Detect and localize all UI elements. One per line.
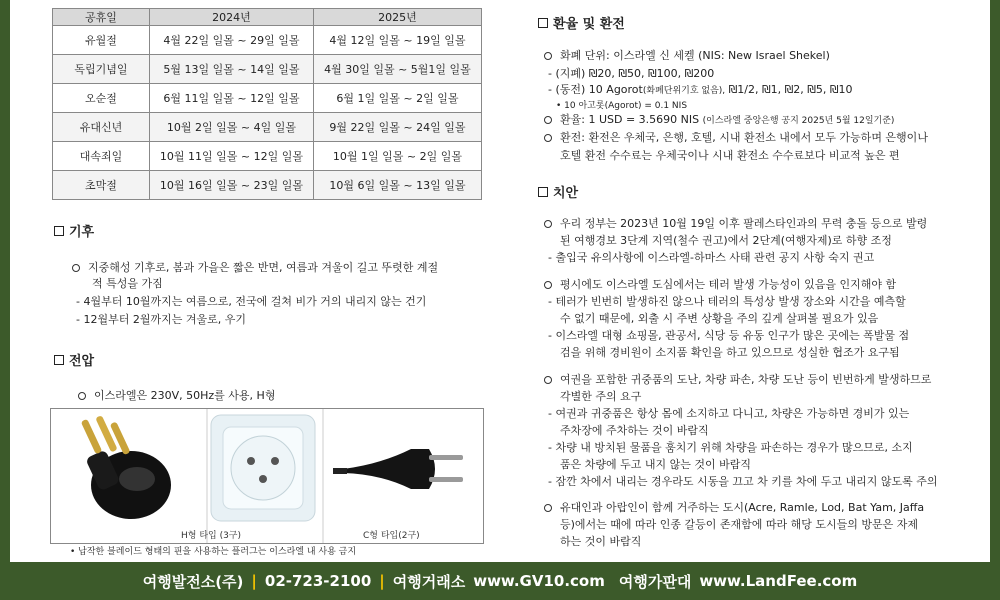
table-cell: 10월 16일 일몰 ~ 23일 일몰 — [150, 171, 314, 200]
exchange-text-small: (화폐단위기호 없음), — [642, 86, 726, 96]
bullet-circle-icon — [544, 220, 552, 228]
exchange-line: • 10 아고롯(Agorot) = 0.1 NIS — [556, 101, 688, 111]
h-type-plug-image — [81, 415, 171, 519]
footer-bar — [0, 562, 1000, 600]
table-cell: 독립기념일 — [53, 55, 150, 84]
footer-label-exchange: 여행거래소 — [392, 572, 466, 591]
security-line: 된 여행경보 3단계 지역(철수 권고)에서 2단계(여행자제)로 하향 조정 — [560, 234, 892, 247]
climate-text: 지중해성 기후로, 봄과 가을은 짧은 반면, 여름과 겨울이 길고 뚜렷한 계절 — [88, 261, 439, 274]
footer-link-landfee[interactable]: www.LandFee.com — [699, 572, 858, 590]
exchange-line — [544, 112, 894, 129]
table-cell: 5월 13일 일몰 ~ 14일 일몰 — [150, 55, 314, 84]
table-cell: 4월 12일 일몰 ~ 19일 일몰 — [313, 26, 481, 55]
table-cell: 오순절 — [53, 84, 150, 113]
document-page — [10, 0, 990, 562]
bullet-circle-icon — [544, 376, 552, 384]
right-column — [538, 0, 983, 562]
exchange-text: 환전: 환전은 우체국, 은행, 호텔, 시내 환전소 내에서 모두 가능하며 은행이나 — [560, 131, 928, 144]
plug-note: • 납작한 블레이드 형태의 핀을 사용하는 플러그는 이스라엘 내 사용 금지 — [70, 547, 357, 557]
security-text: 우리 정부는 2023년 10월 19일 이후 팔레스타인과의 무력 충돌 등으로 발령 — [560, 217, 928, 230]
table-cell: 10월 11일 일몰 ~ 12일 일몰 — [150, 142, 314, 171]
footer-company: 여행발전소(주) — [142, 572, 244, 591]
security-line — [544, 372, 931, 388]
table-cell: 9월 22일 일몰 ~ 24일 일몰 — [313, 113, 481, 142]
table-header: 공휴일 — [53, 9, 150, 26]
security-line: 검을 위해 경비원이 소지품 확인을 하고 있으므로 성실한 협조가 요구됨 — [560, 346, 900, 359]
voltage-heading-text: 전압 — [69, 354, 95, 369]
footer-separator: | — [251, 572, 257, 590]
exchange-heading-text: 환율 및 환전 — [553, 17, 625, 32]
security-heading-text: 치안 — [553, 186, 579, 201]
plug-image-panel — [50, 408, 484, 544]
exchange-line: 호텔 환전 수수료는 우체국이나 시내 환전소 수수료보다 비교적 높은 편 — [560, 149, 900, 162]
climate-line: - 4월부터 10월까지는 여름으로, 전국에 걸쳐 비가 거의 내리지 않는 건기 — [76, 295, 427, 308]
footer-phone[interactable]: 02-723-2100 — [264, 572, 372, 590]
h-type-caption: H형 타입 (3구) — [181, 531, 242, 541]
holiday-table — [52, 8, 482, 200]
security-text: 여권을 포함한 귀중품의 도난, 차량 파손, 차량 도난 등이 빈번하게 발생하므로 — [560, 373, 932, 386]
bullet-circle-icon — [78, 392, 86, 400]
security-line: 하는 것이 바람직 — [560, 535, 642, 548]
exchange-line — [544, 130, 928, 146]
footer-link-gv10[interactable]: www.GV10.com — [473, 572, 605, 590]
table-header: 2025년 — [313, 9, 481, 26]
exchange-text: ₪1/2, ₪1, ₪2, ₪5, ₪10 — [725, 83, 853, 96]
security-line: - 잠깐 차에서 내리는 경우라도 시동을 끄고 차 키를 차에 두고 내리지 않도록 주의 — [548, 475, 938, 488]
checkbox-square-icon — [538, 187, 548, 197]
security-line — [544, 500, 924, 516]
table-cell: 초막절 — [53, 171, 150, 200]
table-row — [53, 55, 482, 84]
security-line: - 출입국 유의사항에 이스라엘-하마스 사태 관련 공지 사항 숙지 권고 — [548, 251, 875, 264]
h-type-socket-image — [211, 415, 315, 521]
bullet-circle-icon — [544, 116, 552, 124]
security-line: 품은 차량에 두고 내지 않는 것이 바람직 — [560, 458, 751, 471]
climate-heading-text: 기후 — [69, 225, 95, 240]
checkbox-square-icon — [54, 355, 64, 365]
security-line: - 이스라엘 대형 쇼핑몰, 관공서, 식당 등 유동 인구가 많은 곳에는 폭발물 점 — [548, 329, 910, 342]
exchange-text-small: (이스라엘 중앙은행 공지 2025년 5월 12일기준) — [702, 116, 895, 126]
climate-line: - 12월부터 2월까지는 겨울로, 우기 — [76, 313, 246, 326]
exchange-line — [548, 82, 852, 99]
security-heading — [538, 182, 578, 201]
exchange-line — [544, 48, 830, 64]
table-row — [53, 84, 482, 113]
c-type-caption: C형 타입(2구) — [363, 531, 420, 541]
table-row — [53, 113, 482, 142]
table-cell: 유월절 — [53, 26, 150, 55]
security-text: 평시에도 이스라엘 도심에서는 테러 발생 가능성이 있음을 인지해야 함 — [560, 278, 897, 291]
voltage-text: 이스라엘은 230V, 50Hz를 사용, H형 — [94, 389, 276, 402]
exchange-heading — [538, 13, 625, 32]
exchange-text: - (동전) 10 Agorot — [548, 83, 643, 96]
security-line: - 여권과 귀중품은 항상 몸에 소지하고 다니고, 차량은 가능하면 경비가 있는 — [548, 407, 910, 420]
security-line: 등)에서는 때에 따라 인종 갈등이 존재함에 따라 해당 도시들의 방문은 자제 — [560, 518, 919, 531]
table-cell: 10월 1일 일몰 ~ 2일 일몰 — [313, 142, 481, 171]
exchange-line: - (지폐) ₪20, ₪50, ₪100, ₪200 — [548, 67, 715, 80]
security-line: 각별한 주의 요구 — [560, 390, 642, 403]
table-cell: 6월 11일 일몰 ~ 12일 일몰 — [150, 84, 314, 113]
security-text: 유대인과 아랍인이 함께 거주하는 도시(Acre, Ramle, Lod, Bat Yam, Jaffa — [560, 501, 925, 514]
checkbox-square-icon — [538, 18, 548, 28]
security-line: - 차량 내 방치된 물품을 훔치기 위해 차량을 파손하는 경우가 많으므로, 소지 — [548, 441, 913, 454]
table-header-row — [53, 9, 482, 26]
voltage-heading — [54, 350, 94, 369]
table-row — [53, 142, 482, 171]
security-line: - 테러가 빈번히 발생하진 않으나 테러의 특성상 발생 장소와 시간을 예측할 — [548, 295, 906, 308]
bullet-circle-icon — [544, 504, 552, 512]
table-cell: 대속죄일 — [53, 142, 150, 171]
plug-illustration — [51, 409, 483, 543]
exchange-text: 환율: 1 USD = 3.5690 NIS — [560, 113, 703, 126]
table-cell: 4월 22일 일몰 ~ 29일 일몰 — [150, 26, 314, 55]
security-line — [544, 216, 927, 232]
bullet-circle-icon — [544, 281, 552, 289]
c-type-plug-image — [333, 449, 463, 489]
table-header: 2024년 — [150, 9, 314, 26]
exchange-text: 화폐 단위: 이스라엘 신 세켈 (NIS: New Israel Shekel) — [560, 49, 830, 62]
security-line — [544, 277, 896, 293]
footer-separator: | — [379, 572, 385, 590]
bullet-circle-icon — [72, 264, 80, 272]
bullet-circle-icon — [544, 52, 552, 60]
table-cell: 6월 1일 일몰 ~ 2일 일몰 — [313, 84, 481, 113]
table-cell: 10월 6일 일몰 ~ 13일 일몰 — [313, 171, 481, 200]
table-cell: 10월 2일 일몰 ~ 4일 일몰 — [150, 113, 314, 142]
climate-line — [72, 260, 438, 276]
table-row — [53, 26, 482, 55]
footer-label-stand: 여행가판대 — [618, 572, 692, 591]
table-cell: 유대신년 — [53, 113, 150, 142]
table-row — [53, 171, 482, 200]
bullet-circle-icon — [544, 134, 552, 142]
security-line: 수 없기 때문에, 외출 시 주변 상황을 주의 깊게 살펴볼 필요가 있음 — [560, 312, 879, 325]
checkbox-square-icon — [54, 226, 64, 236]
climate-heading — [54, 221, 94, 240]
voltage-line — [78, 388, 275, 404]
security-line: 주차장에 주차하는 것이 바람직 — [560, 424, 709, 437]
table-cell: 4월 30일 일몰 ~ 5월1일 일몰 — [313, 55, 481, 84]
climate-line: 적 특성을 가짐 — [92, 277, 163, 290]
